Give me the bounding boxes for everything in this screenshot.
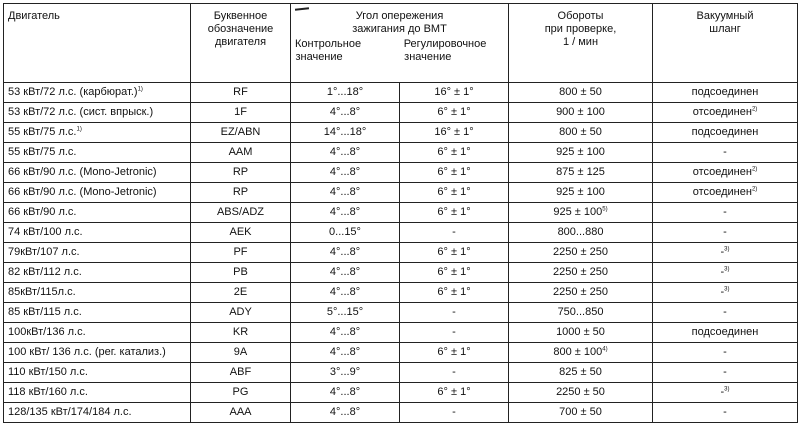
rpm-cell: 700 ± 50 bbox=[509, 403, 653, 423]
footnote-marker: 3) bbox=[724, 266, 730, 273]
control-value-cell: 4°...8° bbox=[291, 323, 400, 342]
table-row bbox=[4, 143, 798, 163]
table-row bbox=[4, 183, 798, 203]
control-value-cell: 4°...8° bbox=[291, 143, 400, 162]
engine-cell: 82 кВт/112 л.с. bbox=[4, 263, 191, 283]
rpm-cell: 925 ± 100 bbox=[509, 143, 653, 163]
table-row bbox=[4, 123, 798, 143]
table-row bbox=[4, 263, 798, 283]
table-row bbox=[4, 343, 798, 363]
rpm-cell: 800 ± 50 bbox=[509, 123, 653, 143]
engine-cell: 55 кВт/75 л.с.$^{1)}$ bbox=[4, 123, 191, 143]
ignition-cell bbox=[291, 123, 509, 143]
vacuum-hose-header: Вакуумный шланг bbox=[653, 4, 798, 83]
control-value-cell: 4°...8° bbox=[291, 103, 400, 122]
adjust-value-cell: 6° ± 1° bbox=[437, 106, 471, 118]
engine-cell: 53 кВт/72 л.с. (сист. впрыск.) bbox=[4, 103, 191, 123]
table-header bbox=[4, 4, 798, 83]
adjust-value-cell: 16° ± 1° bbox=[434, 86, 474, 98]
adjust-value-cell: 6° ± 1° bbox=[437, 146, 471, 158]
code-header: Буквенное обозначение двигателя bbox=[191, 4, 291, 83]
rpm-cell: 925 ± 100 bbox=[509, 183, 653, 203]
engine-cell: 53 кВт/72 л.с. (карбюрат.)$^{1)}$ bbox=[4, 83, 191, 103]
ignition-cell bbox=[291, 283, 509, 303]
adjust-value-cell: 6° ± 1° bbox=[437, 386, 471, 398]
rpm-cell: $925 \pm 100^{5)}$ bbox=[509, 203, 653, 223]
rpm-cell: $800 \pm 100^{4)}$ bbox=[509, 343, 653, 363]
engine-code-cell: AAA bbox=[191, 403, 291, 423]
control-value-cell: 14°...18° bbox=[291, 123, 400, 142]
control-value-cell: 1°...18° bbox=[291, 83, 400, 102]
control-value-cell: 4°...8° bbox=[291, 183, 400, 202]
ignition-spec-table bbox=[3, 3, 798, 423]
control-value-header: Контрольное значение bbox=[295, 38, 362, 63]
adjust-value-cell: 6° ± 1° bbox=[437, 166, 471, 178]
vacuum-hose-cell: -$^{3)}$ bbox=[653, 383, 798, 403]
vacuum-hose-cell: - bbox=[653, 143, 798, 163]
control-value-cell: 3°...9° bbox=[291, 363, 400, 382]
table-row bbox=[4, 223, 798, 243]
ignition-cell bbox=[291, 243, 509, 263]
footnote-marker: 2) bbox=[751, 106, 758, 113]
ignition-cell bbox=[291, 323, 509, 343]
footnote-marker: 5) bbox=[602, 206, 608, 213]
rpm-cell: 825 ± 50 bbox=[509, 363, 653, 383]
ignition-cell bbox=[291, 163, 509, 183]
ignition-cell bbox=[291, 303, 509, 323]
ignition-cell bbox=[291, 203, 509, 223]
engine-cell: 110 кВт/150 л.с. bbox=[4, 363, 191, 383]
ignition-cell bbox=[291, 263, 509, 283]
engine-code-cell: EZ/ABN bbox=[191, 123, 291, 143]
engine-cell: 66 кВт/90 л.с. (Mono-Jetronic) bbox=[4, 163, 191, 183]
table-row bbox=[4, 203, 798, 223]
ignition-header: Угол опережения зажигания до ВМТ Контрольное значение Регулировочное значение bbox=[291, 4, 509, 83]
engine-cell: 100кВт/136 л.с. bbox=[4, 323, 191, 343]
adjust-value-cell: 6° ± 1° bbox=[437, 286, 471, 298]
vacuum-hose-cell: - bbox=[653, 363, 798, 383]
engine-cell: 79кВт/107 л.с. bbox=[4, 243, 191, 263]
engine-cell: 118 кВт/160 л.с. bbox=[4, 383, 191, 403]
table-row bbox=[4, 83, 798, 103]
vacuum-hose-cell: - bbox=[653, 303, 798, 323]
ignition-cell bbox=[291, 343, 509, 363]
control-value-cell: 4°...8° bbox=[291, 163, 400, 182]
rpm-cell: 2250 ± 250 bbox=[509, 243, 653, 263]
vacuum-hose-cell: отсоединен$^{2)}$ bbox=[653, 163, 798, 183]
rpm-cell: 900 ± 100 bbox=[509, 103, 653, 123]
adjust-value-cell: 6° ± 1° bbox=[437, 346, 471, 358]
rpm-cell: 800...880 bbox=[509, 223, 653, 243]
ignition-cell bbox=[291, 183, 509, 203]
footnote-marker: 1) bbox=[76, 126, 82, 133]
table-row bbox=[4, 323, 798, 343]
engine-cell: 66 кВт/90 л.с. bbox=[4, 203, 191, 223]
adjust-value-cell: 6° ± 1° bbox=[437, 246, 471, 258]
adjust-value-cell: 6° ± 1° bbox=[437, 206, 471, 218]
vacuum-hose-cell: - bbox=[653, 223, 798, 243]
engine-code-cell: 9A bbox=[191, 343, 291, 363]
footnote-marker: 3) bbox=[724, 286, 730, 293]
control-value-cell: 4°...8° bbox=[291, 203, 400, 222]
engine-code-cell: AEK bbox=[191, 223, 291, 243]
ignition-cell bbox=[291, 383, 509, 403]
control-value-cell: 4°...8° bbox=[291, 283, 400, 302]
vacuum-hose-cell: - bbox=[653, 343, 798, 363]
footnote-marker: 1) bbox=[137, 86, 143, 93]
engine-cell: 74 кВт/100 л.с. bbox=[4, 223, 191, 243]
table-row bbox=[4, 243, 798, 263]
control-value-cell: 5°...15° bbox=[291, 303, 400, 322]
adjust-value-cell: - bbox=[452, 306, 456, 318]
rpm-cell: 750...850 bbox=[509, 303, 653, 323]
vacuum-hose-cell: -$^{3)}$ bbox=[653, 263, 798, 283]
adjust-value-cell: - bbox=[452, 226, 456, 238]
engine-code-cell: KR bbox=[191, 323, 291, 343]
engine-cell: 100 кВт/ 136 л.с. (рег. катализ.) bbox=[4, 343, 191, 363]
vacuum-hose-cell: -$^{3)}$ bbox=[653, 283, 798, 303]
engine-code-cell: ABF bbox=[191, 363, 291, 383]
adjust-value-cell: - bbox=[452, 326, 456, 338]
ignition-cell bbox=[291, 223, 509, 243]
control-value-cell: 4°...8° bbox=[291, 343, 400, 362]
engine-code-cell: RP bbox=[191, 163, 291, 183]
footnote-marker: 3) bbox=[724, 386, 730, 393]
vacuum-hose-cell: отсоединен$^{2)}$ bbox=[653, 103, 798, 123]
ignition-cell bbox=[291, 103, 509, 123]
rpm-cell: 800 ± 50 bbox=[509, 83, 653, 103]
vacuum-hose-cell: - bbox=[653, 403, 798, 423]
engine-code-cell: PB bbox=[191, 263, 291, 283]
adjust-value-cell: 6° ± 1° bbox=[437, 186, 471, 198]
engine-cell: 128/135 кВт/174/184 л.с. bbox=[4, 403, 191, 423]
table-row bbox=[4, 103, 798, 123]
ignition-cell bbox=[291, 363, 509, 383]
vacuum-hose-cell: - bbox=[653, 203, 798, 223]
engine-code-cell: 1F bbox=[191, 103, 291, 123]
adjust-value-cell: 6° ± 1° bbox=[437, 266, 471, 278]
footnote-marker: 4) bbox=[602, 346, 608, 353]
engine-cell: 85кВт/115л.с. bbox=[4, 283, 191, 303]
ignition-cell bbox=[291, 403, 509, 423]
vacuum-hose-cell: подсоединен bbox=[653, 323, 798, 343]
control-value-cell: 4°...8° bbox=[291, 243, 400, 262]
vacuum-hose-cell: подсоединен bbox=[653, 123, 798, 143]
table-row bbox=[4, 363, 798, 383]
engine-header: Двигатель bbox=[4, 4, 191, 83]
rpm-cell: 2250 ± 250 bbox=[509, 263, 653, 283]
control-value-cell: 0...15° bbox=[291, 223, 400, 242]
table-row bbox=[4, 283, 798, 303]
engine-code-cell: PF bbox=[191, 243, 291, 263]
footnote-marker: 2) bbox=[751, 166, 758, 173]
engine-code-cell: RF bbox=[191, 83, 291, 103]
control-value-cell: 4°...8° bbox=[291, 263, 400, 282]
engine-cell: 85 кВт/115 л.с. bbox=[4, 303, 191, 323]
adjust-value-cell: - bbox=[452, 406, 456, 418]
engine-code-cell: 2E bbox=[191, 283, 291, 303]
engine-code-cell: RP bbox=[191, 183, 291, 203]
ignition-cell bbox=[291, 83, 509, 103]
ignition-cell bbox=[291, 143, 509, 163]
vacuum-hose-cell: -$^{3)}$ bbox=[653, 243, 798, 263]
footnote-marker: 3) bbox=[724, 246, 730, 253]
adjust-value-cell: - bbox=[452, 366, 456, 378]
engine-code-cell: ADY bbox=[191, 303, 291, 323]
engine-code-cell: ABS/ADZ bbox=[191, 203, 291, 223]
rpm-cell: 2250 ± 250 bbox=[509, 283, 653, 303]
rpm-header: Обороты при проверке, 1 / мин bbox=[509, 4, 653, 83]
rpm-cell: 1000 ± 50 bbox=[509, 323, 653, 343]
adjust-value-cell: 16° ± 1° bbox=[434, 126, 474, 138]
rpm-cell: 2250 ± 50 bbox=[509, 383, 653, 403]
table-row bbox=[4, 303, 798, 323]
vacuum-hose-cell: отсоединен$^{2)}$ bbox=[653, 183, 798, 203]
vacuum-hose-cell: подсоединен bbox=[653, 83, 798, 103]
engine-code-cell: AAM bbox=[191, 143, 291, 163]
table-row bbox=[4, 403, 798, 423]
engine-cell: 55 кВт/75 л.с. bbox=[4, 143, 191, 163]
adjust-value-header: Регулировочное значение bbox=[403, 38, 487, 63]
engine-cell: 66 кВт/90 л.с. (Mono-Jetronic) bbox=[4, 183, 191, 203]
control-value-cell: 4°...8° bbox=[291, 383, 400, 402]
table-body bbox=[4, 83, 798, 423]
table-row bbox=[4, 163, 798, 183]
control-value-cell: 4°...8° bbox=[291, 403, 400, 422]
table-row bbox=[4, 383, 798, 403]
rpm-cell: 875 ± 125 bbox=[509, 163, 653, 183]
footnote-marker: 2) bbox=[751, 186, 758, 193]
engine-code-cell: PG bbox=[191, 383, 291, 403]
